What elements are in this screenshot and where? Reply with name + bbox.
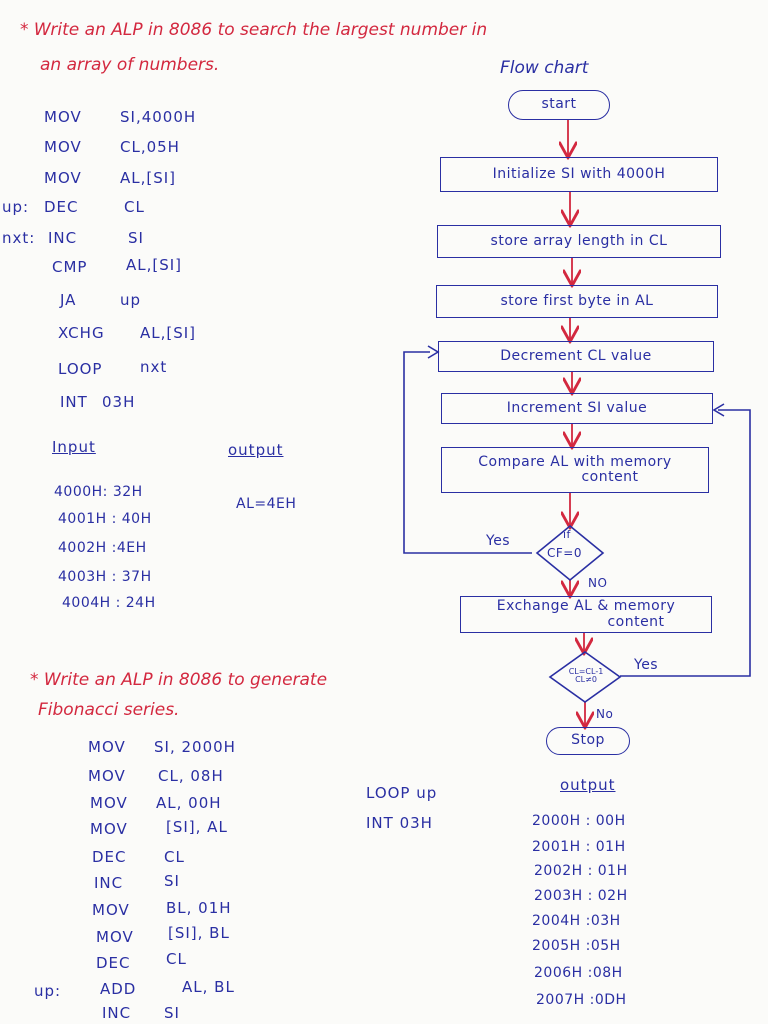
- flow-decrement-cl: Decrement CL value: [438, 341, 714, 372]
- code-arg: AL, 00H: [156, 794, 222, 812]
- code-op: MOV: [92, 901, 130, 919]
- code-2-int: INT 03H: [366, 814, 433, 832]
- code-op: JA: [60, 291, 77, 309]
- code-arg: AL,[SI]: [126, 256, 183, 274]
- code-label: nxt:: [2, 229, 36, 247]
- output-1-value: AL=4EH: [236, 496, 297, 512]
- input-row: 4004H : 24H: [62, 595, 156, 611]
- code-2-loop: LOOP up: [366, 784, 438, 802]
- code-arg: CL: [164, 848, 185, 866]
- output-2-row: 2001H : 01H: [532, 839, 626, 855]
- code-arg: SI, 2000H: [154, 738, 236, 756]
- output-1-heading: output: [228, 441, 284, 459]
- code-arg: SI: [164, 872, 180, 890]
- input-row: 4003H : 37H: [58, 569, 152, 585]
- decision-2-condition: CL=CL-1 CL≠0: [568, 667, 604, 684]
- code-arg: nxt: [140, 358, 168, 376]
- code-op: MOV: [44, 138, 82, 156]
- output-2-row: 2004H :03H: [532, 913, 621, 929]
- flow-compare-line-2: content: [581, 469, 639, 485]
- code-op: INC: [102, 1004, 132, 1022]
- code-op: MOV: [90, 794, 128, 812]
- input-row: 4002H :4EH: [58, 540, 147, 556]
- code-op: CMP: [52, 258, 88, 276]
- flow-compare-line-1: Compare AL with memory: [478, 453, 672, 470]
- code-op: LOOP: [58, 360, 103, 378]
- decision-1-yes: Yes: [486, 533, 511, 549]
- flow-compare: [441, 447, 709, 493]
- input-heading: Input: [52, 438, 96, 456]
- code-op: INC: [48, 229, 78, 247]
- decision-2-yes: Yes: [634, 657, 659, 673]
- question-1-line-1: * Write an ALP in 8086 to search the largest number in: [20, 20, 488, 40]
- decision-2-no: No: [596, 707, 614, 721]
- code-label: up:: [34, 982, 62, 1000]
- code-arg: AL,[SI]: [140, 324, 197, 342]
- question-2-line-2: Fibonacci series.: [38, 700, 180, 720]
- flow-store-length: store array length in CL: [437, 225, 721, 258]
- code-op: DEC: [44, 198, 79, 216]
- output-2-heading: output: [560, 776, 616, 794]
- code-arg: SI: [128, 229, 144, 247]
- output-2-row: 2005H :05H: [532, 938, 621, 954]
- decision-1-cf: CF=0: [547, 546, 582, 560]
- code-arg: AL,[SI]: [120, 169, 177, 187]
- input-row: 4000H: 32H: [54, 484, 143, 500]
- code-arg: SI,4000H: [120, 108, 197, 126]
- flow-start: start: [508, 90, 610, 120]
- code-op: INC: [94, 874, 124, 892]
- flow-exchange: [460, 596, 712, 633]
- flow-increment-si: Increment SI value: [441, 393, 713, 424]
- code-arg: AL, BL: [182, 978, 235, 996]
- code-arg: CL,05H: [120, 138, 180, 156]
- code-arg: [SI], AL: [166, 818, 228, 836]
- flow-store-first-byte: store first byte in AL: [436, 285, 718, 318]
- code-arg: CL, 08H: [158, 767, 224, 785]
- question-1-line-2: an array of numbers.: [40, 55, 220, 75]
- code-op: INT: [60, 393, 88, 411]
- code-op: MOV: [44, 169, 82, 187]
- decision-1-no: NO: [588, 576, 608, 590]
- flow-stop: Stop: [546, 727, 630, 755]
- code-op: XCHG: [58, 324, 105, 342]
- code-arg: CL: [124, 198, 145, 216]
- input-row: 4001H : 40H: [58, 511, 152, 527]
- code-arg: 03H: [102, 393, 136, 411]
- code-arg: BL, 01H: [166, 899, 232, 917]
- flow-chart-title: Flow chart: [500, 58, 589, 78]
- code-op: DEC: [96, 954, 131, 972]
- code-op: MOV: [88, 767, 126, 785]
- code-op: ADD: [100, 980, 137, 998]
- decision-1-if: if: [563, 528, 571, 541]
- flow-exchange-line-2: content: [607, 613, 665, 630]
- output-2-row: 2007H :0DH: [536, 992, 627, 1008]
- code-arg: [SI], BL: [168, 924, 230, 942]
- code-arg: SI: [164, 1004, 180, 1022]
- code-op: MOV: [90, 820, 128, 838]
- question-2-line-1: * Write an ALP in 8086 to generate: [30, 670, 328, 690]
- code-op: DEC: [92, 848, 127, 866]
- code-op: MOV: [88, 738, 126, 756]
- output-2-row: 2002H : 01H: [534, 863, 628, 879]
- flow-init-si: Initialize SI with 4000H: [440, 157, 718, 192]
- code-op: MOV: [44, 108, 82, 126]
- code-arg: CL: [166, 950, 187, 968]
- flow-exchange-line-1: Exchange AL & memory: [496, 598, 676, 615]
- output-2-row: 2006H :08H: [534, 965, 623, 981]
- code-arg: up: [120, 291, 142, 309]
- output-2-row: 2000H : 00H: [532, 813, 626, 829]
- code-op: MOV: [96, 928, 134, 946]
- output-2-row: 2003H : 02H: [534, 888, 628, 904]
- code-label: up:: [2, 198, 30, 216]
